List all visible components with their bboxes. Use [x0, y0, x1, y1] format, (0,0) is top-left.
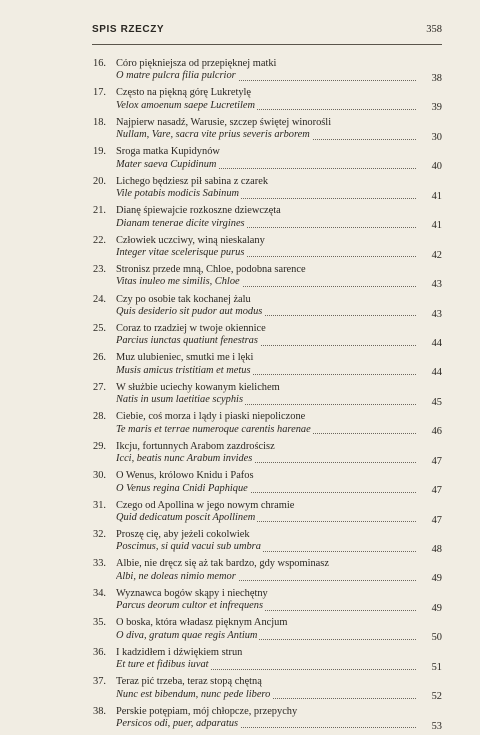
entry-title: O Wenus, królowo Knidu i Pafos	[116, 470, 254, 482]
entry-latin-title: Te maris et terrae numeroque carentis harenae	[116, 423, 311, 435]
entry-latin-row	[116, 453, 416, 465]
entry-latin-row	[116, 335, 416, 347]
entry-page-number: 39	[431, 102, 442, 114]
toc-entry	[84, 382, 442, 411]
entry-number: 28.	[93, 411, 106, 423]
entry-title: Ikcju, fortunnych Arabom zazdrościsz	[116, 440, 275, 452]
toc-entry	[84, 500, 442, 529]
toc-entry	[84, 470, 442, 499]
entry-page-number: 41	[431, 190, 442, 202]
page-header	[92, 24, 442, 42]
toc-entry	[84, 176, 442, 205]
table-of-contents	[84, 58, 442, 735]
entry-latin-title: Musis amicus tristitiam et metus	[116, 364, 251, 376]
entry-latin-row	[116, 424, 416, 436]
entry-number: 35.	[93, 617, 106, 629]
toc-entry	[84, 706, 442, 735]
entry-latin-row	[116, 483, 416, 495]
entry-latin-row	[116, 129, 416, 141]
entry-latin-title: Mater saeva Cupidinum	[116, 158, 217, 170]
toc-entry	[84, 647, 442, 676]
entry-title: Proszę cię, aby jeżeli cokolwiek	[116, 529, 250, 540]
entry-title: O boska, która władasz pięknym Ancjum	[116, 617, 288, 629]
entry-page-number: 43	[431, 308, 442, 320]
entry-page-number: 43	[431, 279, 442, 291]
entry-title: Córo piękniejsza od przepięknej matki	[116, 58, 277, 69]
entry-latin-row	[116, 276, 416, 288]
entry-number: 27.	[93, 381, 106, 393]
entry-page-number: 40	[431, 161, 442, 173]
entry-title: Sroga matka Kupidynów	[116, 146, 220, 158]
entry-latin-title: Integer vitae scelerisque purus	[116, 247, 245, 259]
entry-title: I kadzidłem i dźwiękiem strun	[116, 646, 243, 658]
entry-page-number: 52	[431, 691, 442, 703]
toc-entry	[84, 323, 442, 352]
entry-number: 16.	[93, 58, 106, 69]
entry-number: 18.	[93, 116, 106, 128]
entry-latin-title: Icci, beatis nunc Arabum invides	[116, 453, 253, 465]
entry-number: 20.	[93, 175, 106, 187]
entry-latin-row	[116, 600, 416, 612]
entry-latin-row	[116, 188, 416, 200]
entry-page-number: 46	[431, 426, 442, 438]
entry-title: Muz ulubieniec, smutki me i lęki	[116, 352, 254, 364]
entry-title: Teraz pić trzeba, teraz stopą chętną	[116, 676, 262, 688]
entry-latin-title: Vitas inuleo me similis, Chloe	[116, 276, 240, 288]
entry-number: 29.	[93, 440, 106, 452]
entry-page-number: 42	[431, 249, 442, 261]
entry-number: 32.	[93, 529, 106, 540]
toc-entry	[84, 617, 442, 646]
entry-page-number: 53	[431, 720, 442, 732]
entry-number: 23.	[93, 264, 106, 276]
entry-latin-title: Nullam, Vare, sacra vite prius severis arborem	[116, 129, 310, 141]
entry-page-number: 48	[431, 544, 442, 555]
entry-number: 21.	[93, 205, 106, 217]
entry-latin-row	[116, 718, 416, 730]
entry-number: 36.	[93, 646, 106, 658]
entry-page-number: 47	[431, 455, 442, 467]
entry-page-number: 50	[431, 632, 442, 644]
entry-title: W służbie uciechy kowanym kielichem	[116, 381, 280, 393]
entry-number: 19.	[93, 146, 106, 158]
entry-latin-title: Vile potabis modicis Sabinum	[116, 188, 240, 200]
toc-entry	[84, 235, 442, 264]
entry-page-number: 49	[431, 602, 442, 614]
toc-entry	[84, 411, 442, 440]
entry-latin-title: Parcus deorum cultor et infrequens	[116, 600, 263, 612]
entry-title: Perskie potępiam, mój chłopcze, przepychy	[116, 705, 298, 717]
entry-latin-row	[116, 571, 416, 583]
entry-title: Coraz to rzadziej w twoje okiennice	[116, 322, 266, 334]
entry-latin-title: O diva, gratum quae regis Antium	[116, 629, 258, 641]
toc-entry	[84, 205, 442, 234]
entry-latin-title: Velox amoenum saepe Lucretilem	[116, 99, 255, 111]
entry-latin-row	[116, 100, 416, 112]
entry-latin-title: Quis desiderio sit pudor aut modus	[116, 305, 263, 317]
entry-title: Lichego będziesz pił sabina z czarek	[116, 175, 269, 187]
entry-number: 25.	[93, 322, 106, 334]
entry-title: Dianę śpiewajcie rozkoszne dziewczęta	[116, 205, 281, 217]
entry-latin-row	[116, 394, 416, 406]
toc-entry	[84, 264, 442, 293]
toc-entry	[84, 558, 442, 587]
toc-entry	[84, 58, 442, 87]
toc-entry	[84, 294, 442, 323]
entry-title: Albie, nie dręcz się aż tak bardzo, gdy wspominasz	[116, 558, 329, 570]
entry-latin-title: Quid dedicatum poscit Apollinem	[116, 511, 256, 523]
entry-latin-title: Dianam tenerae dicite virgines	[116, 217, 245, 229]
entry-number: 30.	[93, 470, 106, 482]
entry-latin-title: O Venus regina Cnidi Paphique	[116, 482, 248, 494]
entry-latin-row	[116, 218, 416, 230]
entry-page-number: 38	[431, 73, 442, 84]
toc-entry	[84, 529, 442, 558]
entry-latin-row	[116, 70, 416, 82]
entry-latin-row	[116, 306, 416, 318]
entry-latin-row	[116, 247, 416, 259]
entry-page-number: 45	[431, 396, 442, 408]
entry-number: 22.	[93, 234, 106, 246]
entry-title: Często na piękną górę Lukretylę	[116, 87, 252, 99]
toc-entry	[84, 146, 442, 175]
entry-number: 38.	[93, 705, 106, 717]
entry-latin-row	[116, 630, 416, 642]
entry-title: Wyznawca bogów skąpy i niechętny	[116, 587, 268, 599]
entry-number: 33.	[93, 558, 106, 570]
entry-title: Najpierw nasadź, Warusie, szczep świętej winorośli	[116, 116, 332, 128]
entry-number: 34.	[93, 587, 106, 599]
entry-page-number: 49	[431, 573, 442, 585]
entry-number: 17.	[93, 87, 106, 99]
entry-title: Czego od Apollina w jego nowym chramie	[116, 499, 295, 511]
entry-latin-row	[116, 659, 416, 671]
header-rule	[92, 44, 442, 45]
entry-latin-title: Albi, ne doleas nimio memor	[116, 570, 236, 582]
entry-page-number: 47	[431, 485, 442, 497]
toc-entry	[84, 441, 442, 470]
toc-entry	[84, 588, 442, 617]
entry-latin-row	[116, 541, 416, 553]
entry-page-number: 41	[431, 220, 442, 232]
entry-latin-row	[116, 159, 416, 171]
entry-number: 26.	[93, 352, 106, 364]
entry-latin-row	[116, 365, 416, 377]
toc-entry	[84, 117, 442, 146]
toc-entry	[84, 676, 442, 705]
entry-page-number: 47	[431, 514, 442, 526]
running-title: SPIS RZECZY	[92, 24, 165, 35]
entry-number: 31.	[93, 499, 106, 511]
entry-latin-title: Nunc est bibendum, nunc pede libero	[116, 688, 271, 700]
entry-title: Człowiek uczciwy, winą nieskalany	[116, 234, 265, 246]
entry-page-number: 30	[431, 131, 442, 143]
entry-number: 24.	[93, 293, 106, 305]
entry-latin-title: Parcius iunctas quatiunt fenestras	[116, 335, 258, 347]
entry-latin-row	[116, 689, 416, 701]
entry-page-number: 51	[431, 661, 442, 673]
toc-entry	[84, 352, 442, 381]
entry-title: Ciebie, coś morza i lądy i piaski niepoliczone	[116, 411, 306, 423]
entry-latin-title: Natis in usum laetitiae scyphis	[116, 394, 243, 406]
entry-latin-title: Poscimus, si quid vacui sub umbra	[116, 541, 261, 553]
entry-latin-row	[116, 512, 416, 524]
entry-title: Czy po osobie tak kochanej żalu	[116, 293, 251, 305]
entry-page-number: 44	[431, 337, 442, 349]
entry-title: Stronisz przede mną, Chloe, podobna sarence	[116, 264, 306, 276]
entry-latin-title: Persicos odi, puer, adparatus	[116, 718, 239, 730]
entry-number: 37.	[93, 676, 106, 688]
toc-entry	[84, 87, 442, 116]
entry-latin-title: O matre pulcra filia pulcrior	[116, 70, 236, 82]
page-number: 358	[426, 24, 442, 35]
entry-page-number: 44	[431, 367, 442, 379]
entry-latin-title: Et ture et fidibus iuvat	[116, 659, 209, 671]
